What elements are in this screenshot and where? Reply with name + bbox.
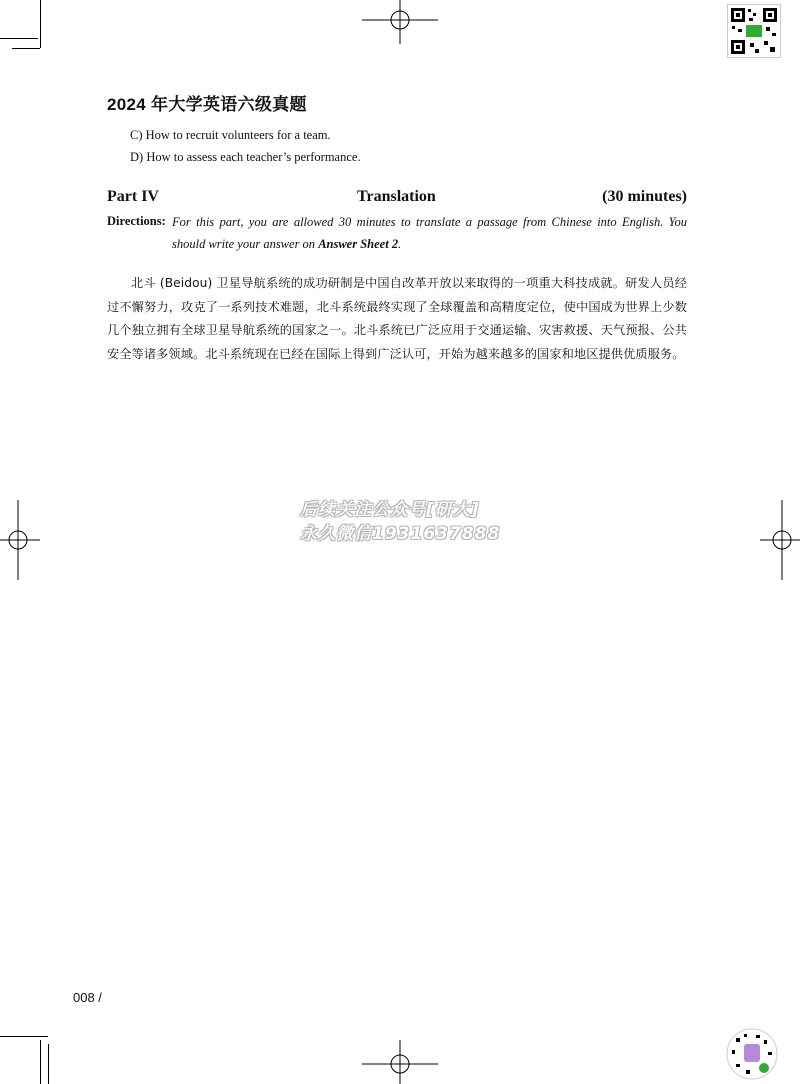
crop-mark-line (40, 0, 41, 48)
watermark-line-1: 后续关注公众号[研大] (300, 500, 480, 520)
registration-mark-icon (362, 1040, 438, 1084)
answer-sheet-emphasis: Answer Sheet 2 (318, 237, 399, 251)
part-label: Part IV (107, 188, 159, 205)
registration-mark-icon (0, 500, 40, 580)
part-time: (30 minutes) (602, 188, 687, 205)
watermark (300, 498, 500, 546)
watermark-line-2: 永久微信1931637888 (300, 524, 501, 544)
crop-mark-line (12, 48, 40, 49)
part-name: Translation (357, 188, 436, 205)
qr-code-icon (724, 1028, 780, 1080)
crop-mark-line (40, 1040, 41, 1084)
answer-option-c: C) How to recruit volunteers for a team. (130, 128, 331, 142)
directions-text (172, 211, 687, 255)
directions-label: Directions: (107, 214, 166, 228)
directions-body: For this part, you are allowed 30 minutes to translate a passage from Chinese into English. You should write your answer on (172, 215, 687, 251)
registration-mark-icon (760, 500, 800, 580)
crop-mark-line (0, 38, 38, 39)
part-heading (107, 188, 687, 210)
answer-option-d: D) How to assess each teacher’s performance. (130, 150, 361, 164)
translation-passage: 北斗 (Beidou) 卫星导航系统的成功研制是中国自改革开放以来取得的一项重大科技成就。研发人员经过不懈努力，攻克了一系列技术难题，北斗系统最终实现了全球覆盖和高精度定位，使中国成为世界上少数几个独立拥有全球卫星导航系统的国家之一。北斗系统已广泛应用于交通运输、灾害救援、天气预报、公共安全等诸多领域。北斗系统现在已经在国际上得到广泛认可，开始为越来越多的国家和地区提供优质服务。 (107, 276, 687, 361)
registration-mark-icon (362, 0, 438, 44)
qr-code-icon (727, 4, 781, 58)
page-header-title: 2024 年大学英语六级真题 (107, 95, 307, 114)
crop-mark-line (48, 1044, 49, 1084)
crop-mark-line (0, 1036, 48, 1037)
page-number: 008 / (73, 990, 102, 1005)
directions-end: . (398, 237, 402, 251)
